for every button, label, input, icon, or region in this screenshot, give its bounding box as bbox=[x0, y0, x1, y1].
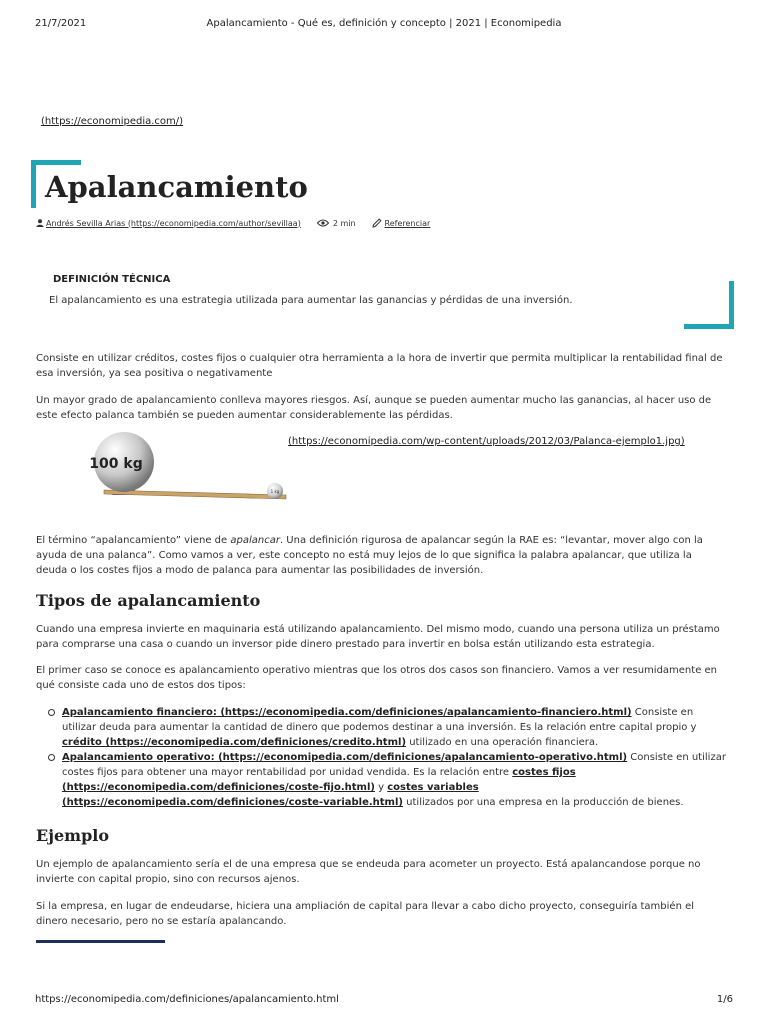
page-number: 1/6 bbox=[716, 994, 733, 1005]
paragraph-2: Un mayor grado de apalancamiento conlleva mayores riesgos. Así, aunque se pueden aumentar mucho las ganancias, al hacer uso de este efecto palanca también se pueden aumentar considerablemente las pérdidas. bbox=[36, 395, 712, 421]
list-item-text: Consiste en utilizar costes fijos para obtener una mayor rentabilidad por unidad vendida. Es la relación entre bbox=[62, 752, 726, 778]
user-icon bbox=[36, 219, 44, 227]
fixed-costs-link[interactable]: costes fijos (https://economipedia.com/definiciones/coste-fijo.html) bbox=[62, 767, 576, 793]
types-list bbox=[62, 705, 726, 810]
paragraph-3 bbox=[36, 533, 726, 578]
definition-text: El apalancamiento es una estrategia utilizada para aumentar las ganancias y pérdidas de una inversión. bbox=[49, 295, 573, 306]
list-item-text: utilizados por una empresa en la producción de bienes. bbox=[402, 797, 684, 808]
paragraph-1: Consiste en utilizar créditos, costes fijos o cualquier otra herramienta a la hora de invertir que permita multiplicar la rentabilidad final de esa inversión, ya sea positiva o negativamente bbox=[36, 353, 723, 379]
paragraph-3-text-a: El término “apalancamiento” viene de bbox=[36, 535, 231, 546]
article-title: Apalancamiento bbox=[45, 170, 308, 204]
home-link[interactable]: (https://economipedia.com/) bbox=[41, 116, 184, 127]
footer-divider bbox=[36, 940, 165, 943]
cite-item[interactable] bbox=[372, 218, 431, 228]
read-time-item bbox=[317, 219, 356, 228]
decorative-bracket-bottom-right bbox=[684, 281, 734, 329]
image-link[interactable]: (https://economipedia.com/wp-content/uploads/2012/03/Palanca-ejemplo1.jpg) bbox=[288, 436, 685, 447]
list-item-text: utilizado en una operación financiera. bbox=[406, 737, 599, 748]
paragraph-3-emphasis: apalancar bbox=[230, 535, 280, 546]
pencil-icon bbox=[372, 218, 382, 228]
financial-leverage-link[interactable]: Apalancamiento financiero: (https://economipedia.com/definiciones/apalancamiento-financiero.html) bbox=[62, 707, 632, 718]
small-weight-label: 1 kg bbox=[270, 489, 280, 494]
bullet-icon bbox=[48, 709, 55, 716]
paragraph-7: Si la empresa, en lugar de endeudarse, hiciera una ampliación de capital para llevar a cabo dicho proyecto, conseguiría también el dinero necesario, pero no se estaría apalancando. bbox=[36, 901, 695, 927]
paragraph-6: Un ejemplo de apalancamiento sería el de una empresa que se endeuda para acometer un proyecto. Está apalancandose porque no invierte con capital propio, sino con recursos ajenos. bbox=[36, 859, 701, 885]
paragraph-3-text-b: . Una definición rigurosa de apalancar según la RAE es: “levantar, mover algo con la ayuda de una palanca”. Como vamos a ver, este concepto no está muy lejos de lo que significa la palabra apalancar, que utiliza la deuda o los costes fijos a modo de palanca para aumentar las posibilidades de inversión. bbox=[36, 535, 703, 576]
print-date: 21/7/2021 bbox=[35, 18, 87, 29]
read-time: 2 min bbox=[332, 218, 356, 228]
big-weight-label: 100 kg bbox=[89, 456, 143, 472]
section-heading-types: Tipos de apalancamiento bbox=[36, 591, 261, 610]
list-item-financial bbox=[62, 705, 726, 750]
paragraph-4: Cuando una empresa invierte en maquinaria está utilizando apalancamiento. Del mismo modo, cuando una persona utiliza un préstamo para comprarse una casa o cuando un inversor pide dinero prestado para invertir en bolsa están utilizando esta estrategia. bbox=[36, 624, 720, 650]
print-header bbox=[35, 18, 733, 32]
bullet-icon bbox=[48, 754, 55, 761]
definition-heading: DEFINICIÓN TÉCNICA bbox=[53, 274, 171, 285]
paragraph-5: El primer caso se conoce es apalancamiento operativo mientras que los otros dos casos son financiero. Vamos a ver resumidamente en qué consiste cada uno de estos dos tipos: bbox=[36, 665, 718, 691]
author-link[interactable]: Andrés Sevilla Arias (https://economipedia.com/author/sevillaa) bbox=[46, 218, 301, 228]
print-url: https://economipedia.com/definiciones/apalancamiento.html bbox=[35, 994, 339, 1005]
variable-costs-link[interactable]: costes variables (https://economipedia.com/definiciones/coste-variable.html) bbox=[62, 782, 479, 808]
author-item[interactable] bbox=[36, 219, 301, 228]
cite-link[interactable]: Referenciar bbox=[384, 218, 431, 228]
lever-image[interactable] bbox=[86, 428, 292, 508]
lever-illustration bbox=[86, 428, 292, 508]
print-page-title: Apalancamiento - Qué es, definición y concepto | 2021 | Economipedia bbox=[206, 18, 562, 29]
credit-link[interactable]: crédito (https://economipedia.com/definiciones/credito.html) bbox=[62, 737, 407, 748]
lever-plank bbox=[104, 490, 286, 499]
list-item-operating bbox=[62, 750, 726, 810]
operating-leverage-link[interactable]: Apalancamiento operativo: (https://economipedia.com/definiciones/apalancamiento-operativo.html) bbox=[62, 752, 628, 763]
list-item-text: y bbox=[374, 782, 388, 793]
list-item-text: Consiste en utilizar deuda para aumentar la cantidad de dinero que podemos destinar a una inversión. Es la relación entre capital propio y bbox=[62, 707, 697, 733]
eye-icon bbox=[317, 219, 329, 227]
section-heading-example: Ejemplo bbox=[36, 826, 110, 845]
article-meta bbox=[36, 218, 446, 228]
